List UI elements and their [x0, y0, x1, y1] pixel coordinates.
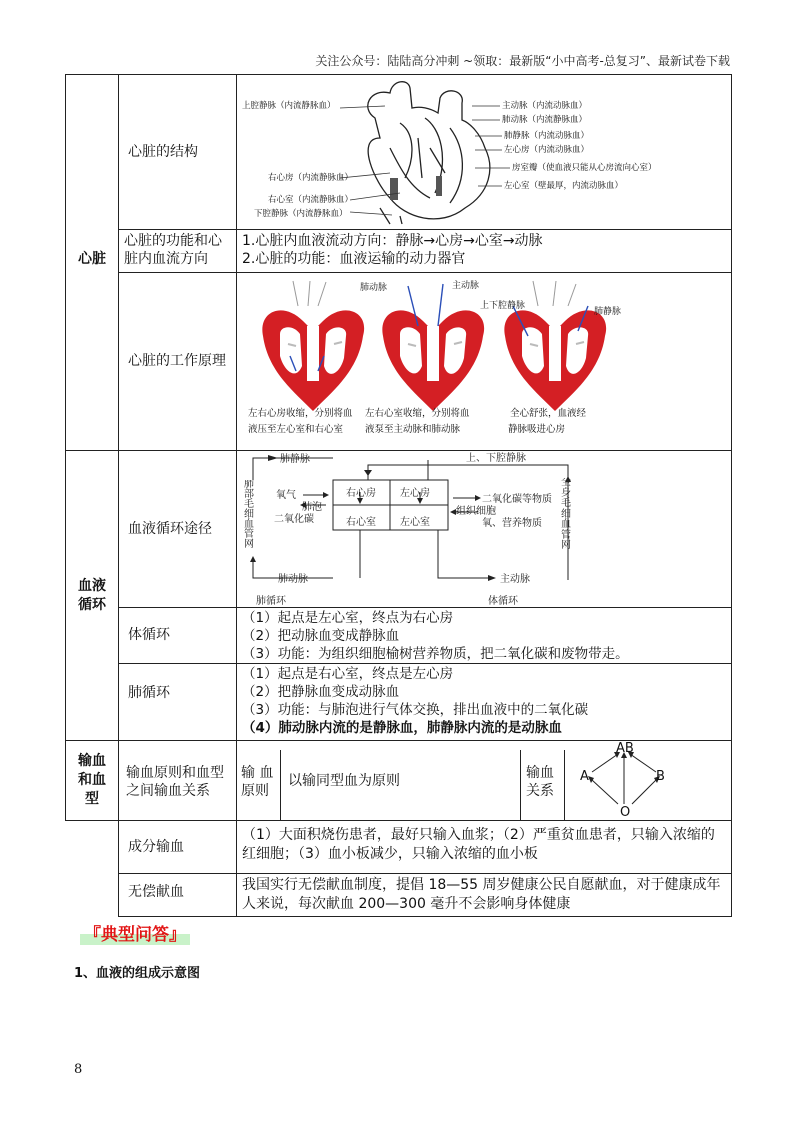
circ-label-pv: 肺静脉 — [280, 454, 310, 465]
label-rv: 右心室（内流静脉血） — [268, 195, 354, 205]
systemic-line1: （1）起点是左心室，终点为右心房 — [242, 610, 454, 626]
circ-label-aorta: 主动脉 — [500, 574, 530, 585]
systemic-label: 体循环 — [128, 627, 170, 643]
circ-label-pulm: 肺循环 — [256, 596, 286, 606]
systemic-line3: （3）功能：为组织细胞榆树营养物质，把二氧化碳和废物带走。 — [242, 646, 629, 662]
label-la: 左心房（内流动脉血） — [504, 145, 590, 155]
working-label-pv: 肺静脉 — [594, 307, 622, 317]
bt-ab: AB — [616, 741, 634, 756]
label-lv: 左心室（壁最厚，内流动脉血） — [504, 181, 624, 191]
working-caption-1b: 液压至左心室和右心室 — [248, 424, 344, 435]
label-pa: 肺动脉（内流静脉血） — [502, 115, 588, 125]
pulmonary-line1: （1）起点是右心室，终点是左心房 — [242, 666, 454, 682]
circ-label-alveoli: 肺泡 — [302, 502, 322, 513]
working-caption-2a: 左右心室收缩，分别将血 — [365, 408, 470, 419]
working-caption-3b: 静脉吸进心房 — [508, 424, 566, 435]
page-number: 8 — [74, 1062, 83, 1077]
heart-function-line2: 2.心脏的功能：血液运输的动力器官 — [242, 251, 466, 267]
heart-working-label: 心脏的工作原理 — [128, 353, 226, 369]
pulmonary-line2: （2）把静脉血变成动脉血 — [242, 684, 400, 700]
circ-label-la: 左心房 — [400, 488, 430, 499]
label-sup-vc: 上腔静脉（内流静脉血） — [242, 101, 336, 111]
heart-working-diagram — [238, 276, 728, 446]
component-label: 成分输血 — [128, 839, 184, 855]
qa-title: 『典型问答』 — [80, 920, 190, 945]
circ-label-co2: 二氧化碳 — [274, 514, 314, 525]
working-caption-3a: 全心舒张，血液经 — [510, 408, 587, 419]
circ-label-body-cap: 全身毛细血管网 — [561, 478, 571, 551]
label-aorta: 主动脉（内流动脉血） — [502, 101, 588, 111]
circ-label-waste: 二氧化碳等物质 — [482, 494, 552, 505]
circ-label-vc: 上、下腔静脉 — [466, 453, 526, 464]
circ-label-o2: 氧气 — [276, 490, 296, 501]
circulation-diagram — [238, 450, 578, 606]
page-header: 关注公众号：陆陆高分冲刺 ~领取：最新版“小中高考-总复习”、最新试卷下载 — [315, 54, 730, 68]
systemic-line2: （2）把动脉血变成静脉血 — [242, 628, 400, 644]
circ-label-lv: 左心室 — [400, 517, 430, 528]
qa-item-1: 1、血液的组成示意图 — [74, 966, 201, 981]
donation-label: 无偿献血 — [128, 884, 184, 900]
blood-type-diagram — [570, 740, 680, 820]
circ-label-pa: 肺动脉 — [278, 574, 308, 585]
working-label-vc: 上下腔静脉 — [480, 301, 526, 311]
heart-structure-label: 心脏的结构 — [128, 144, 198, 160]
transfusion-principle-label: 输血原则和血型之间输血关系 — [126, 765, 224, 799]
bt-b: B — [656, 769, 665, 784]
transfusion-relation-label: 输血关系 — [526, 765, 554, 799]
label-inf-vc: 下腔静脉（内流静脉血） — [254, 209, 348, 219]
pulmonary-line4: （4）肺动脉内流的是静脉血，肺静脉内流的是动脉血 — [242, 720, 562, 736]
working-caption-1a: 左右心房收缩，分别将血 — [248, 408, 353, 419]
heart-structure-diagram — [240, 78, 660, 226]
circulation-route-label: 血液循环途径 — [128, 521, 212, 537]
working-caption-2b: 液泵至主动脉和肺动脉 — [365, 424, 461, 435]
transfusion-principle-text: 以输同型血为原则 — [288, 773, 400, 789]
section-circulation: 血液循环 — [78, 578, 106, 613]
heart-function-line1: 1.心脏内血液流动方向：静脉→心房→心室→动脉 — [242, 233, 543, 249]
section-transfusion: 输血和血型 — [78, 753, 106, 807]
pulmonary-line3: （3）功能：与肺泡进行气体交换，排出血液中的二氧化碳 — [242, 702, 589, 718]
label-ra: 右心房（内流静脉血） — [268, 173, 354, 183]
label-valve: 房室瓣（使血液只能从心房流向心室） — [512, 163, 657, 173]
label-pv: 肺静脉（内流动脉血） — [504, 131, 590, 141]
circ-label-rv: 右心室 — [346, 517, 376, 528]
working-label-aorta: 主动脉 — [452, 281, 480, 291]
circ-label-nutrient: 氧、营养物质 — [482, 518, 542, 529]
bt-a: A — [580, 769, 589, 784]
transfusion-principle-sub1: 输 血原则 — [241, 765, 274, 799]
circ-label-systemic: 体循环 — [488, 596, 518, 606]
section-heart: 心脏 — [78, 251, 106, 267]
heart-function-label: 心脏的功能和心脏内血流方向 — [124, 233, 222, 267]
circ-label-tissue: 组织细胞 — [456, 506, 496, 517]
circ-label-ra: 右心房 — [346, 488, 376, 499]
circ-label-lung-cap: 肺部毛细血管网 — [244, 480, 254, 550]
component-text: （1）大面积烧伤患者，最好只输入血浆；（2）严重贫血患者，只输入浓缩的红细胞；（3）血小板减少，只输入浓缩的血小板 — [242, 827, 715, 862]
working-label-pa: 肺动脉 — [360, 283, 388, 293]
bt-o: O — [620, 805, 631, 820]
pulmonary-label: 肺循环 — [128, 685, 170, 701]
donation-text: 我国实行无偿献血制度，提倡 18—55 周岁健康公民自愿献血，对于健康成年人来说，每次献血 200—300 毫升不会影响身体健康 — [242, 877, 721, 912]
